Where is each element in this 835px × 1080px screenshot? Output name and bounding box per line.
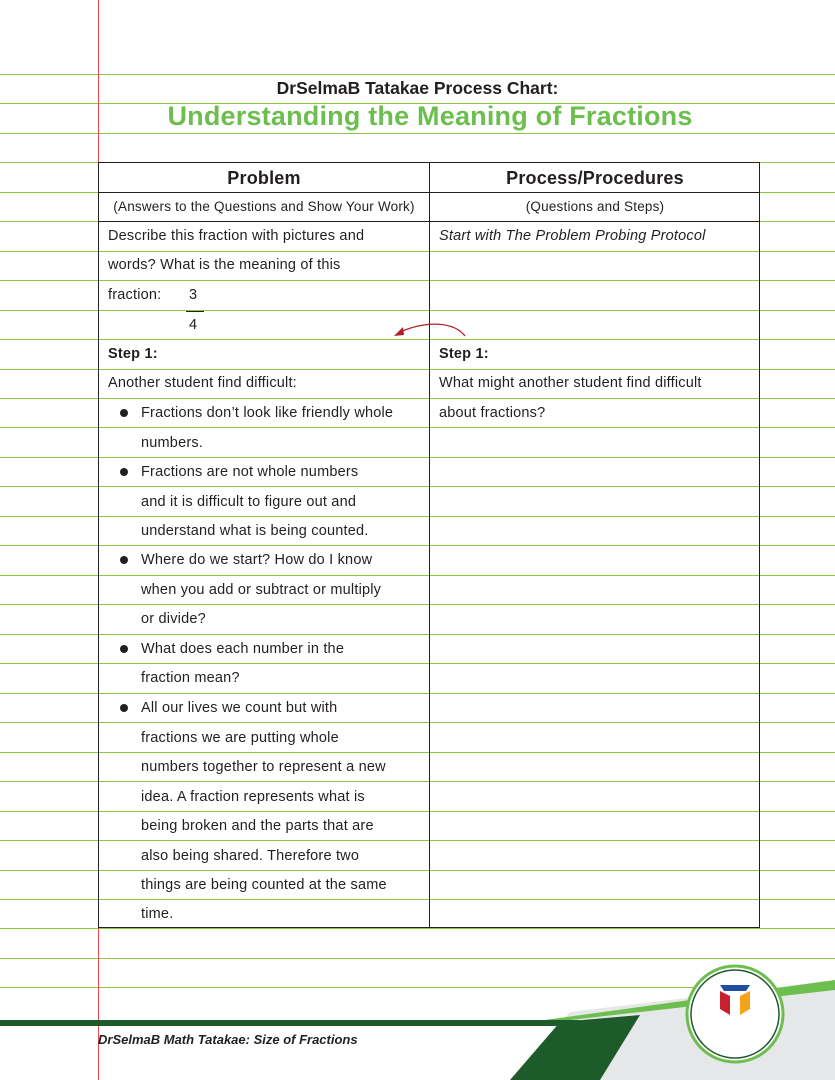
drselmab-logo-icon xyxy=(684,963,786,1065)
bullet-line: when you add or subtract or multiply xyxy=(141,582,382,598)
bullet-line: numbers. xyxy=(141,435,204,451)
header-row-border xyxy=(98,192,760,193)
rule-line xyxy=(0,74,835,75)
bullet-line: Fractions are not whole numbers xyxy=(141,464,359,480)
bullet-line: Where do we start? How do I know xyxy=(141,552,373,568)
bullet-line: also being shared. Therefore two xyxy=(141,848,360,864)
bullet-dot-icon xyxy=(120,556,128,564)
bullet-dot-icon xyxy=(120,645,128,653)
fraction-numerator: 3 xyxy=(189,287,198,303)
step1-process-line: about fractions? xyxy=(439,405,546,421)
process-header: Process/Procedures xyxy=(506,168,684,188)
curved-arrow-icon xyxy=(388,318,470,342)
bullet-line: What does each number in the xyxy=(141,641,345,657)
bullet-dot-icon xyxy=(120,704,128,712)
bullet-line: fraction mean? xyxy=(141,670,240,686)
bullet-line: or divide? xyxy=(141,611,206,627)
subheader-row-border xyxy=(98,221,760,222)
bullet-line: Fractions don’t look like friendly whole xyxy=(141,405,394,421)
rule-line xyxy=(0,133,835,134)
fraction-bar xyxy=(186,311,204,312)
problem-intro-line: fraction: xyxy=(108,287,162,303)
problem-header: Problem xyxy=(227,168,301,188)
bullet-line: idea. A fraction represents what is xyxy=(141,789,365,805)
bullet-line: understand what is being counted. xyxy=(141,523,369,539)
chart-title: DrSelmaB Tatakae Process Chart: xyxy=(276,78,559,98)
problem-intro-line: words? What is the meaning of this xyxy=(108,257,341,273)
step1-process-label: Step 1: xyxy=(439,346,489,362)
fraction-denominator: 4 xyxy=(189,317,198,333)
bullet-line: things are being counted at the same xyxy=(141,877,387,893)
bullet-dot-icon xyxy=(120,409,128,417)
bullet-line: All our lives we count but with xyxy=(141,700,338,716)
step1-process-line: What might another student find difficult xyxy=(439,375,702,391)
rule-line xyxy=(0,928,835,929)
step1-problem-lead: Another student find difficult: xyxy=(108,375,297,391)
bullet-line: fractions we are putting whole xyxy=(141,730,339,746)
bullet-line: time. xyxy=(141,906,174,922)
chart-subtitle: Understanding the Meaning of Fractions xyxy=(167,101,693,131)
step1-problem-label: Step 1: xyxy=(108,346,158,362)
bullet-dot-icon xyxy=(120,468,128,476)
rule-line xyxy=(0,958,835,959)
process-subheader: (Questions and Steps) xyxy=(525,199,665,214)
process-intro: Start with The Problem Probing Protocol xyxy=(439,228,706,244)
bullet-line: and it is difficult to figure out and xyxy=(141,494,357,510)
problem-intro-line: Describe this fraction with pictures and xyxy=(108,228,365,244)
bullet-line: being broken and the parts that are xyxy=(141,818,374,834)
footer-title: DrSelmaB Math Tatakae: Size of Fractions xyxy=(98,1032,358,1047)
column-divider xyxy=(429,162,430,928)
bullet-line: numbers together to represent a new xyxy=(141,759,386,775)
problem-subheader: (Answers to the Questions and Show Your Work) xyxy=(113,199,415,214)
